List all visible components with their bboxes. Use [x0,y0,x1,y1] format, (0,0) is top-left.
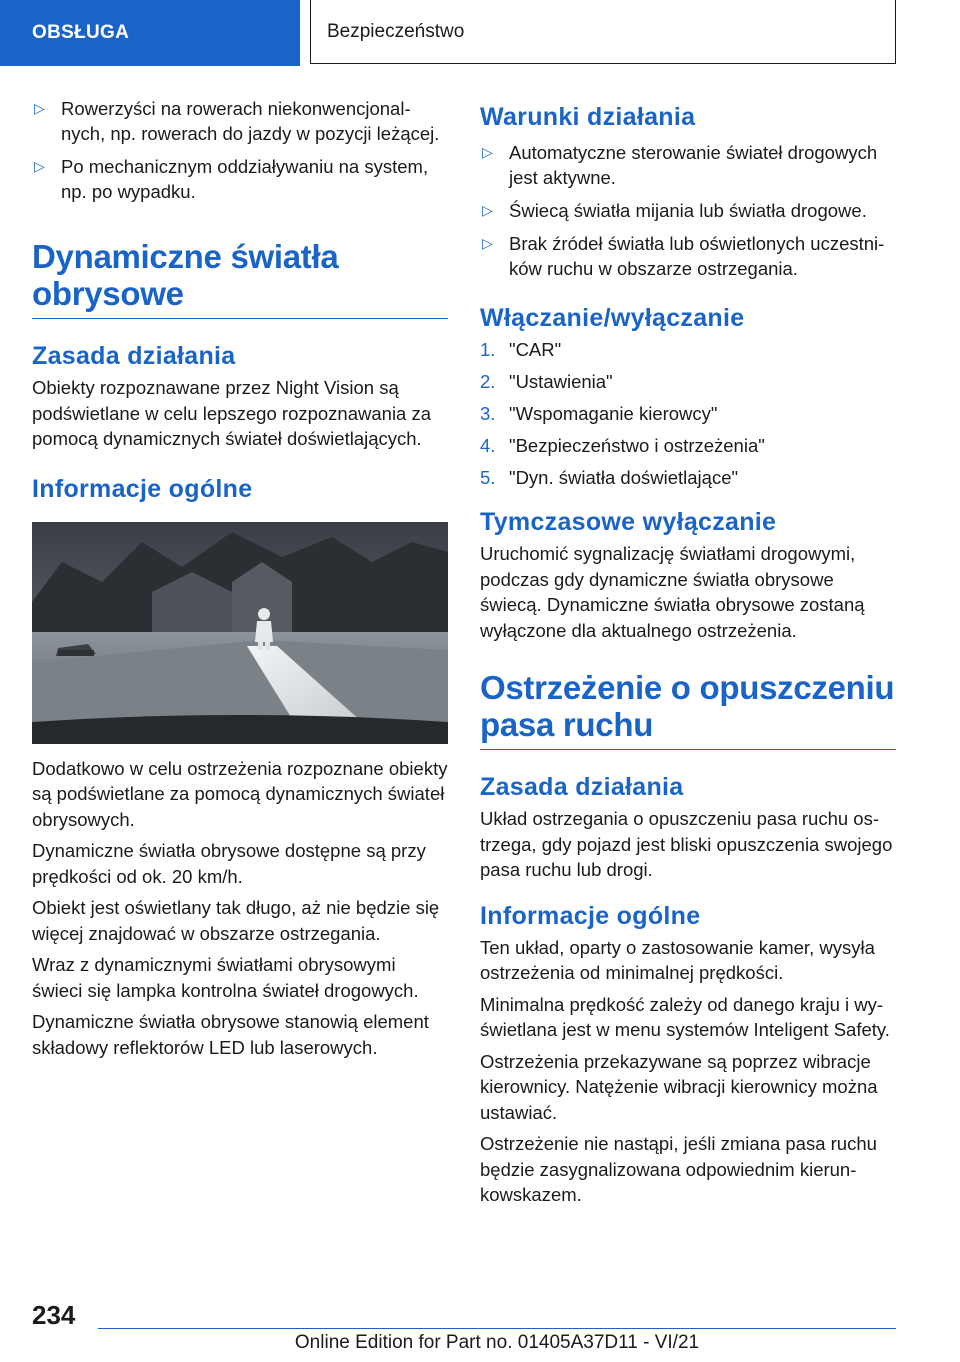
right-column [480,96,896,1214]
list-item [32,96,448,146]
body-paragraph: Dynamiczne światła obrysowe stanowią element składowy reflektorów LED lub laserowych. [32,1011,429,1058]
page-header [0,0,960,66]
body-paragraph: Układ ostrzegania o opuszczeniu pasa ruchu ostrzega, gdy pojazd jest bliski opuszczenia swojego pasa ruchu lub drogi. [480,808,893,880]
step-number: 2. [480,371,496,392]
step-number: 5. [480,467,496,488]
footer-divider [98,1328,896,1329]
bullet-triangle-icon: ▷ [482,235,493,251]
step-number: 3. [480,403,496,424]
subsection-heading: Warunki działania [480,103,696,131]
step-number: 4. [480,435,496,456]
list-item-text: Świecą światła mijania lub światła drogowe. [509,200,867,221]
numbered-step [480,465,896,490]
list-item [480,140,896,190]
section-tab: OBSŁUGA [0,0,300,66]
body-paragraph: Obiekty rozpoznawane przez Night Vision są podświetlane w celu lepszego rozpoznawania za pomocą dynamicznych świateł doświetlających. [32,377,432,449]
chapter-title: Bezpieczeństwo [310,0,896,64]
body-paragraph: Dodatkowo w celu ostrzeżenia rozpoznane obiekty są podświetlane za pomocą dynamicznych świateł obrysowych. [32,757,448,830]
subsection-heading: Tymczasowe wyłączanie [480,508,777,536]
subsection-heading: Zasada działania [480,773,684,801]
body-paragraph: Minimalna prędkość zależy od danego kraju i wyświetlana jest w menu systemów Inteligent Safety. [480,993,890,1040]
numbered-step [480,401,896,426]
left-column [32,96,448,1066]
section-title: Dynamiczne światła obrysowe [32,238,448,319]
step-text: "Dyn. światła doświetlające" [509,467,739,488]
list-item [32,154,448,204]
page-number: 234 [32,1300,76,1330]
step-number: 1. [480,339,496,360]
body-paragraph: Ten układ, oparty o zastosowanie kamer, wysyła ostrzeżenia od minimalnej prędkości. [480,936,875,983]
list-item-text: Po mechanicznym oddziaływaniu na system, np. po wypadku. [61,156,429,202]
body-paragraph: Obiekt jest oświetlany tak długo, aż nie będzie się więcej znajdować w obszarze ostrzegania. [32,897,440,944]
step-text: "Wspomaganie kierowcy" [509,403,718,424]
body-paragraph: Ostrzeżenia przekazywane są poprzez wibracje kierownicy. Natężenie wibracji kierownicy można ustawiać. [480,1050,878,1123]
list-item-text: Brak źródeł światła lub oświetlonych uczestników ruchu w obszarze ostrzegania. [509,233,885,279]
body-paragraph: Ostrzeżenie nie nastąpi, jeśli zmiana pasa ruchu będzie zasygnalizowana odpowiednim kierunkowskazem. [480,1133,877,1205]
list-item [480,198,896,223]
bullet-triangle-icon: ▷ [482,144,493,160]
step-text: "Bezpieczeństwo i ostrzeżenia" [509,435,765,456]
list-item-text: Automatyczne sterowanie świateł drogowych jest aktywne. [509,142,878,188]
body-paragraph: Dynamiczne światła obrysowe dostępne są przy prędkości od ok. 20 km/h. [32,840,426,887]
subsection-heading: Informacje ogólne [32,474,253,503]
list-item-text: Rowerzyści na rowerach niekonwencjonalnych, np. rowerach do jazdy w pozycji leżącej. [61,98,440,144]
body-paragraph: Wraz z dynamicznymi światłami obrysowymi świeci się lampka kontrolna świateł drogowych. [32,954,419,1001]
subsection-heading: Zasada działania [32,342,236,370]
edition-footer: Online Edition for Part no. 01405A37D11 - VI/21 [294,1332,700,1353]
subsection-heading: Informacje ogólne [480,901,701,930]
step-text: "CAR" [509,339,562,360]
bullet-triangle-icon: ▷ [34,100,45,116]
numbered-step [480,337,896,362]
night-vision-illustration [32,522,448,744]
bullet-triangle-icon: ▷ [34,158,45,174]
numbered-step [480,433,896,458]
body-paragraph: Uruchomić sygnalizację światłami drogowymi, podczas gdy dynamiczne światła obrysowe świecą. Dynamiczne światła obrysowe zostaną wyłączone dla aktualnego ostrzeżenia. [480,543,865,641]
step-text: "Ustawienia" [509,371,613,392]
bullet-triangle-icon: ▷ [482,202,493,218]
section-title: Ostrzeżenie o opuszczeniu pasa ruchu [480,669,896,750]
subsection-heading: Włączanie/wyłączanie [480,304,745,332]
list-item [480,231,896,281]
numbered-step [480,369,896,394]
